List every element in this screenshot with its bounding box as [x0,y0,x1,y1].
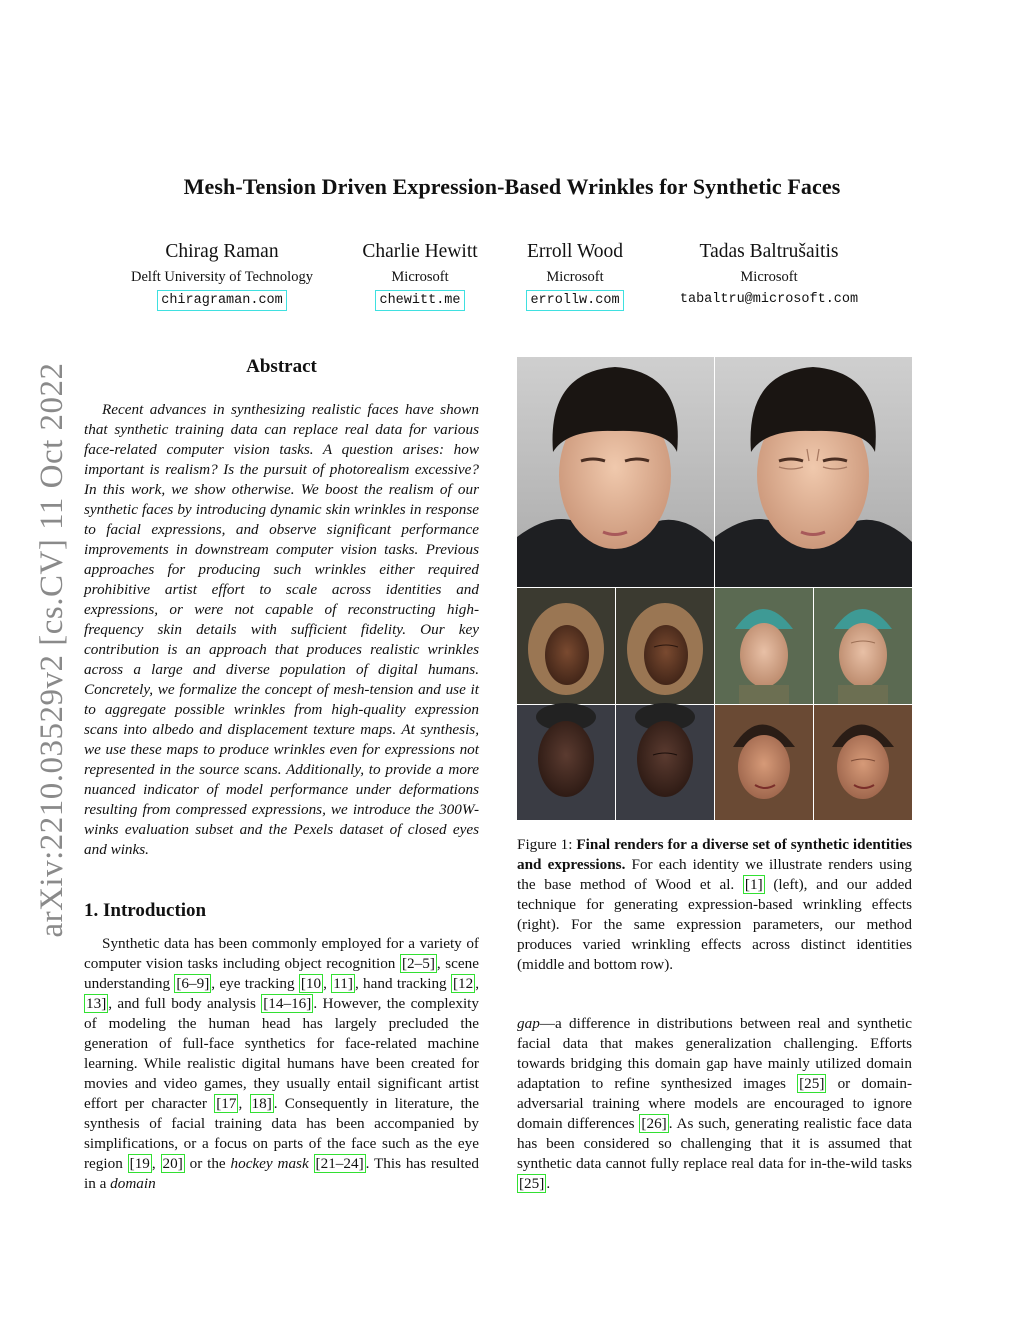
author-name: Erroll Wood [526,241,624,262]
citation-link[interactable]: [10 [300,975,322,992]
figure-caption-bold: Final renders for a diverse set of synthetic identities and expressions. [517,836,912,873]
introduction-body [84,934,479,1194]
author-email: tabaltru@microsoft.com [679,292,859,307]
author-email-link[interactable]: chiragraman.com [157,290,287,311]
citation-link[interactable]: [14–16] [263,995,312,1012]
author-name: Tadas Baltrušaitis [699,241,839,262]
right-column-body [517,1014,912,1194]
render-identity-1-base [517,357,714,587]
render-identity-4-base [517,703,615,820]
author-affiliation: Delft University of Technology [131,269,313,285]
citation-link[interactable]: [25] [799,1075,825,1092]
author-name: Charlie Hewitt [362,241,478,262]
render-identity-2-base [517,588,615,704]
citation-link[interactable]: 11] [333,975,353,992]
right-column-paragraph: gap—a difference in distributions between real and synthetic facial data that makes generalization challenging. Efforts towards bridging this domain gap have mainly utilized domain adaptation to refine synthesized images [25] or domain-adversarial training where models are encouraged to ignore domain differences [26] . As such, generating realistic face data has been considered so challenging that it is assumed that synthetic data cannot fully replace real data for in-the-wild tasks [25] . [517,1015,913,1192]
author-affiliation: Microsoft [391,269,449,285]
render-identity-4-wrinkles [616,703,714,820]
citation-link[interactable]: [19 [129,1155,150,1172]
citation-link[interactable]: [6–9] [176,975,210,992]
author-block [120,240,324,311]
citation-link[interactable]: [17 [216,1095,237,1112]
figure-label: Figure 1: [517,836,577,853]
citation-link[interactable]: 18] [251,1095,272,1112]
render-identity-1-wrinkles [715,357,912,587]
citation-link[interactable]: 13] [86,995,107,1012]
author-block [350,240,490,311]
abstract-body [84,400,479,860]
citation-link[interactable]: [1] [744,876,763,893]
citation-link[interactable]: [26] [641,1115,667,1132]
render-identity-2-wrinkles [616,588,714,704]
figure-renders-grid [517,357,912,820]
introduction-heading: 1. Introduction [84,900,207,921]
citation-link[interactable]: [21–24] [315,1155,364,1172]
render-identity-5-wrinkles [814,705,912,820]
author-email-link[interactable]: errollw.com [526,290,623,311]
citation-link[interactable]: [12 [452,975,474,992]
citation-link[interactable]: [2–5] [401,955,435,972]
author-affiliation: Microsoft [546,269,604,285]
citation-link[interactable]: [25] [519,1175,545,1192]
render-identity-3-wrinkles [814,588,912,704]
introduction-paragraph: Synthetic data has been commonly employed for a variety of computer vision tasks including object recognition [2–5] , scene understanding [6–9] , eye tracking [10 , 11] , hand tracking [12 , 13] , and full body analysis [14–16] . However, the complexity of modeling the human head has largely precluded the generation of full-face synthetics for face-related machine learning. While realistic digital humans have been created for movies and video games, they usually entail significant artist effort per character [17 , 18] . Consequently in literature, the synthesis of facial training data has been accompanied by simplifications, or a focus on parts of the face such as the eye region [19 , 20] or the hockey mask [21–24] . This has resulted in a domain [84,935,480,1192]
author-affiliation: Microsoft [740,269,798,285]
author-name: Chirag Raman [165,241,279,262]
figure-caption: Figure 1: Final renders for a diverse set of synthetic identities and expressions. For each identity we illustrate renders using the base method of Wood et al. [1] (left), and our added technique for generating expression-based wrinkling effects (right). For the same expression parameters, our method produces varied wrinkling effects across distinct identities (middle and bottom row). [517,836,912,973]
abstract-paragraph: Recent advances in synthesizing realistic faces have shown that synthetic training data can replace real data for various face-related computer vision tasks. A question arises: how important is realism? Is the pursuit of photorealism excessive? In this work, we show otherwise. We boost the realism of our synthetic faces by introducing dynamic skin wrinkles in response to facial expressions, and observe significant performance improvements in downstream computer vision tasks. Previous approaches for producing such wrinkles either required prohibitive artist effort to scale across identities and expressions, or were not capable of reconstructing high-frequency skin details with sufficient fidelity. Our key contribution is an approach that produces realistic wrinkles across a large and diverse population of digital humans. Concretely, we formalize the concept of mesh-tension and use it to aggregate possible wrinkles from high-quality expression scans into albedo and displacement texture maps. At synthesis, we use these maps to produce wrinkles even for expressions not represented in the source scans. Additionally, to provide a more nuanced indicator of model performance under deformations resulting from compressed expressions, we introduce the 300W-winks evaluation subset and the Pexels dataset of closed eyes and winks. [84,401,479,858]
abstract-heading: Abstract [246,356,317,377]
arxiv-identifier: arXiv:2210.03529v2 [cs.CV] 11 Oct 2022 [34,362,70,938]
render-identity-5-base [715,705,813,820]
paper-title: Mesh-Tension Driven Expression-Based Wrinkles for Synthetic Faces [183,174,841,199]
render-identity-3-base [715,588,813,704]
author-block [660,240,878,309]
citation-link[interactable]: 20] [162,1155,183,1172]
author-email-link[interactable]: chewitt.me [375,290,464,311]
author-block [510,240,640,311]
